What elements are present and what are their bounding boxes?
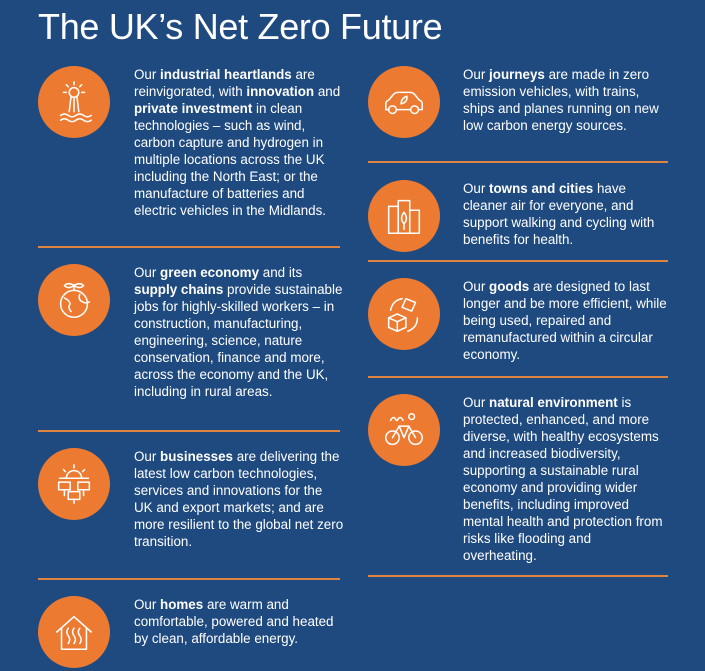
item-text: Our industrial heartlands are reinvigorated, with innovation and private investment in clean technologies – such as wind, carbon capture and hydrogen in multiple locations across the UK including the North East; or the manufacture of batteries and electric vehicles in the Midlands. bbox=[134, 67, 341, 218]
item-text: Our towns and cities have cleaner air for everyone, and support walking and cycling with benefits for health. bbox=[463, 181, 655, 247]
item-text: Our goods are designed to last longer and be more efficient, while being used, repaired and remanufactured within a circular economy. bbox=[463, 279, 667, 362]
item-text: Our natural environment is protected, enhanced, and more diverse, with healthy ecosystems and increased biodiversity, supporting a sustainable rural economy and providing wider benefits, including improved mental health and protection from risks like flooding and overheating. bbox=[463, 395, 663, 563]
divider bbox=[368, 575, 668, 577]
item-text: Our journeys are made in zero emission vehicles, with trains, ships and planes running on new low carbon energy sources. bbox=[463, 67, 659, 133]
home-heat-icon bbox=[38, 596, 110, 668]
item-text: Our businesses are delivering the latest low carbon technologies, services and innovations for the UK and export markets; and are more resilient to the global net zero transition. bbox=[134, 449, 344, 549]
page-title: The UK’s Net Zero Future bbox=[38, 6, 443, 47]
industry-wind-icon bbox=[38, 66, 110, 138]
divider bbox=[368, 260, 668, 262]
item-text: Our green economy and its supply chains provide sustainable jobs for highly-skilled workers – in construction, manufacturing, engineering, science, nature conservation, finance and more, across the economy and the UK, including in rural areas. bbox=[134, 265, 343, 399]
bicycle-nature-icon bbox=[368, 394, 440, 466]
divider bbox=[38, 578, 340, 580]
globe-plant-icon bbox=[38, 264, 110, 336]
divider bbox=[38, 246, 340, 248]
divider bbox=[38, 430, 340, 432]
divider bbox=[368, 376, 668, 378]
electric-car-icon bbox=[368, 66, 440, 138]
recycle-boxes-icon bbox=[368, 278, 440, 350]
solar-panels-icon bbox=[38, 448, 110, 520]
divider bbox=[368, 161, 668, 163]
item-text: Our homes are warm and comfortable, powered and heated by clean, affordable energy. bbox=[134, 597, 334, 646]
city-buildings-icon bbox=[368, 180, 440, 252]
